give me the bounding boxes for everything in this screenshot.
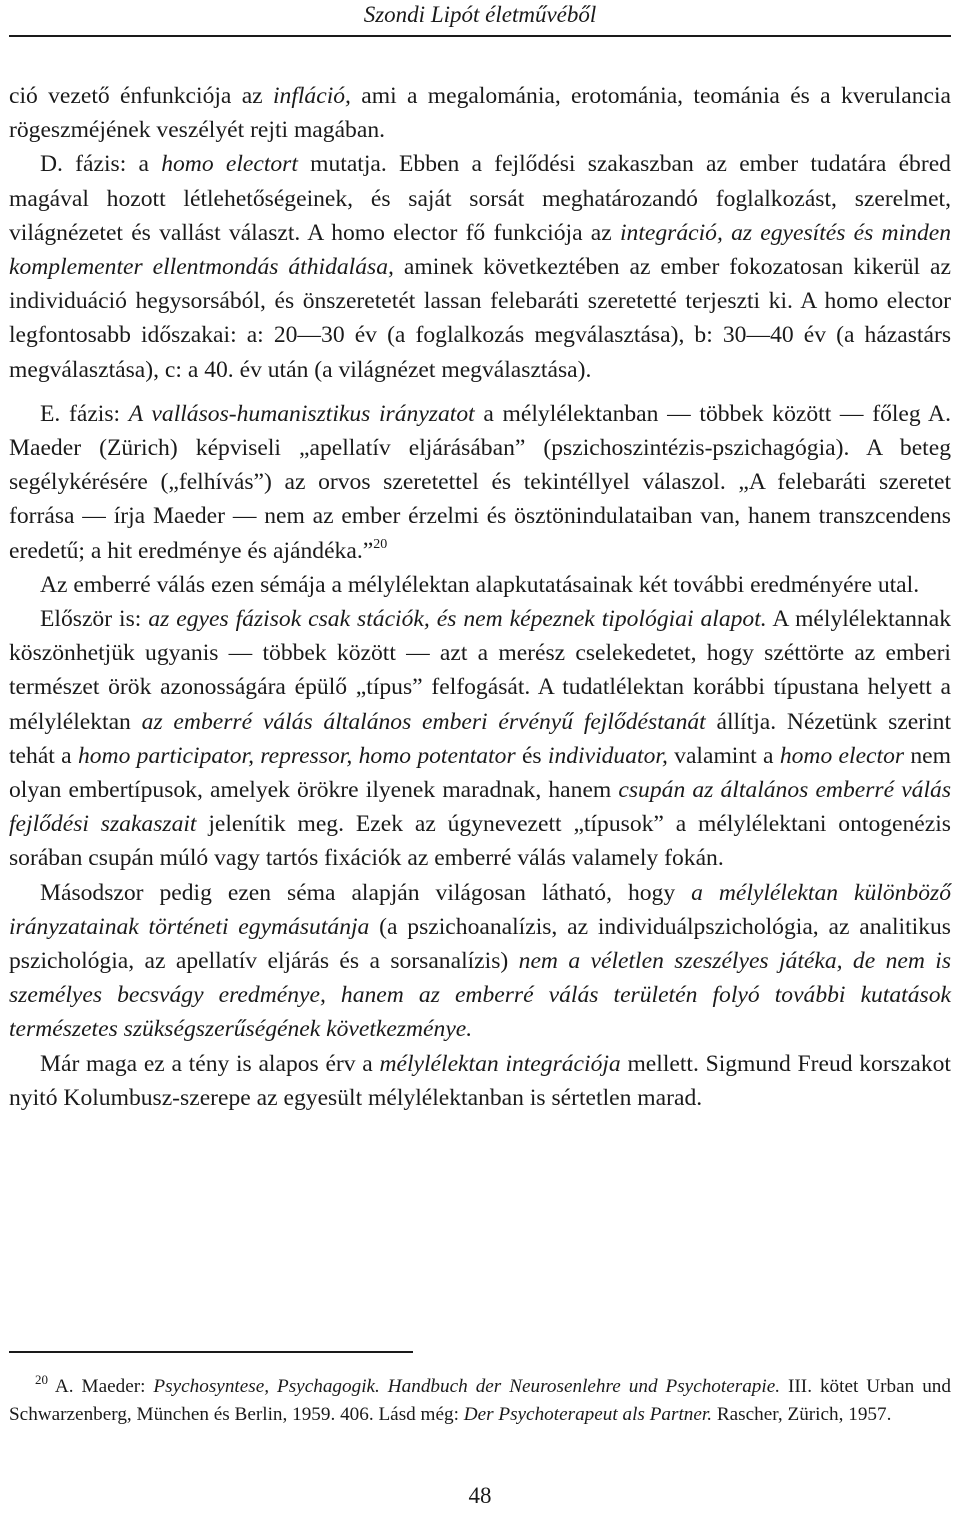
footnote-ref: 20 bbox=[373, 536, 388, 552]
paragraph bbox=[9, 568, 951, 602]
footnote-ref: 20 bbox=[35, 1372, 48, 1387]
italic-run: infláció, bbox=[272, 83, 351, 109]
italic-run: mélylélektan integrációja bbox=[379, 1050, 621, 1077]
paragraph bbox=[9, 147, 951, 386]
italic-run: homo potentator bbox=[358, 742, 516, 769]
paragraph bbox=[9, 876, 951, 1047]
paragraph bbox=[9, 602, 951, 876]
text-run: Másodszor pedig ezen séma alapján világosan látható, hogy bbox=[40, 879, 692, 906]
paragraph bbox=[9, 79, 951, 147]
body-text bbox=[9, 79, 951, 1115]
running-head-title: Szondi Lipót életművéből bbox=[363, 2, 597, 27]
text-run: mellett. Sigmund Freud korszakot nyitó Kolumbusz-szerepe az egyesült mélylélektanban is sértetlen marad. bbox=[9, 1050, 951, 1111]
text-run: (a pszichoanalízis, az individuálpszichológia, az analitikus pszichológia, az apellatív eljárás és a sorsanalízis) bbox=[9, 913, 951, 975]
paragraph bbox=[9, 397, 951, 568]
italic-run: az egyes fázisok csak stációk, és nem képeznek tipológiai alapot. bbox=[148, 606, 767, 633]
italic-run: Der Psychoterapeut als Partner. bbox=[463, 1404, 713, 1425]
page-number: 48 bbox=[468, 1483, 492, 1508]
text-run: aminek következtében az ember fokozatosan kikerül az individuáció hegysorsából, és önszeretetét lassan felebaráti szeretetté terjeszti ki. A homo elector legfontosabb időszakai: a: 20—30 év (a foglalkozás megválasztása), b: 30—40 év (a házastárs megválasztása), c: a 40. év után (a világnézet megválasztása). bbox=[9, 254, 951, 383]
running-header bbox=[0, 0, 960, 44]
text-run: ami a megalománia, erotománia, teománia és a kverulancia rögeszméjének veszélyét rejti magában. bbox=[9, 83, 951, 144]
text-run: Először is: bbox=[40, 606, 149, 633]
text-run: és bbox=[515, 742, 548, 769]
italic-run: a mélylélektan különböző irányzatainak történeti egymásutánja bbox=[9, 879, 951, 940]
text-run: D. fázis: a bbox=[40, 151, 162, 178]
italic-run: nem a véletlen szeszélyes játéka, de nem is személyes becsvágy eredménye, hanem az emberré válás területén folyó további kutatások természetes szükségszerűségének következménye. bbox=[9, 948, 951, 1043]
text-run: mutatja. Ebben a fejlődési szakaszban az ember tudatára ébred magával hozott létlehetőségeinek, és saját sorsát meghatározandó foglalkozást, szerelmet, világnézetet és vallást választ. A homo elector fő funkciója az bbox=[9, 151, 951, 246]
text-run: állítja. Nézetünk szerint tehát a bbox=[9, 708, 952, 769]
text-run: nem olyan embertípusok, amelyek örökre ilyenek maradnak, hanem bbox=[9, 742, 951, 804]
text-run: A mélylélektannak köszönhetjük ugyanis — többek között — azt a merész cselekedetet, hogy széttörte az emberi természet örök azonosságára épülő „típus” felfogását. A tudatlélektan korábbi típustana helyett a mélylélektan bbox=[9, 606, 951, 735]
text-run: E. fázis: bbox=[40, 400, 129, 427]
italic-run: homo elector bbox=[779, 742, 905, 769]
italic-run: csupán az általános emberré válás fejlődési szakaszait bbox=[9, 777, 951, 838]
text-run: III. kötet Urban und Schwarzenberg, München és Berlin, 1959. 406. Lásd még: bbox=[9, 1376, 951, 1425]
paragraph bbox=[9, 1047, 951, 1115]
text-run: Már maga ez a tény is alapos érv a bbox=[40, 1050, 380, 1077]
footnote-text bbox=[9, 1373, 951, 1429]
italic-run: az emberré válás általános emberi érvényű fejlődéstanát bbox=[141, 708, 706, 735]
text-run: Az emberré válás ezen sémája a mélylélektan alapkutatásainak két további eredményére utal. bbox=[40, 571, 920, 598]
italic-run: homo electort bbox=[161, 151, 298, 178]
italic-run: integráció, az egyesítés és minden komplementer ellentmondás áthidalása, bbox=[9, 219, 952, 281]
text-run: ció vezető énfunkciója az bbox=[9, 83, 273, 109]
footnote-rule bbox=[9, 1351, 413, 1353]
text-run: Rascher, Zürich, 1957. bbox=[712, 1404, 892, 1425]
italic-run: Psychosyntese, Psychagogik. Handbuch der Neurosenlehre und Psychoterapie. bbox=[153, 1376, 781, 1397]
footnote bbox=[9, 1373, 951, 1429]
italic-run: individuator, bbox=[547, 742, 668, 769]
text-run: jelenítik meg. Ezek az úgynevezett „típusok” a mélylélektani ontogenézis sorában csupán múló vagy tartós fixációk az emberré válás valamely fokán. bbox=[9, 811, 951, 872]
italic-run: A vallásos-humanisztikus irányzatot bbox=[128, 400, 475, 427]
text-run: A. Maeder: bbox=[48, 1376, 154, 1397]
header-rule bbox=[9, 35, 951, 37]
text-run: a mélylélektanban — többek között — főleg A. Maeder (Zürich) képviseli „apellatív eljárásában” (pszichoszintézis-pszichagógia). A beteg segélykérésére („felhívás”) az orvos szeretettel és tekintéllyel válaszol. „A felebaráti szeretet forrása — írja Maeder — nem az ember érzelmi és ösztönindulataiban van, hanem transzcendens eredetű; a hit eredménye és ajándéka.” bbox=[9, 400, 951, 564]
italic-run: homo participator, repressor, bbox=[77, 742, 353, 769]
text-run: valamint a bbox=[667, 742, 780, 769]
